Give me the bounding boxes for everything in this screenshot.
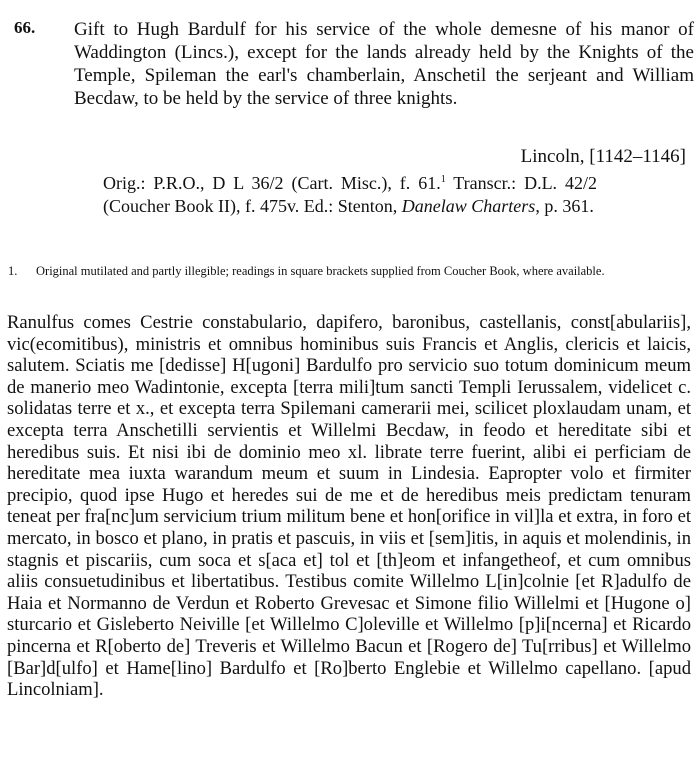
entry-summary: Gift to Hugh Bardulf for his service of the whole demesne of his manor of Waddington (Lincs.), except for the lands already held by the Knights of the Temple, Spileman the earl's chamberlain, Anschetil the serjeant and William Becdaw, to be held by the service of three knights.	[74, 19, 694, 109]
footnote-reference: 1	[440, 174, 446, 185]
entry-number: 66.	[14, 18, 36, 37]
footnote-number: 1.	[8, 264, 18, 278]
footnote-text: Original mutilated and partly illegible; readings in square brackets supplied from Coucher Book, where available.	[36, 264, 605, 278]
source-page: , p. 361.	[535, 196, 594, 216]
charter-text: Ranulfus comes Cestrie constabulario, dapifero, baronibus, castellanis, const[abulariis], vic(ecomitibus), ministris et omnibus hominibus suis Francis et Anglis, clericis et laicis, salutem. Sciatis me [dedisse] H[ugoni] Bardulfo pro servicio suo totum dominicum meum de manerio meo Wadintonie, excepta [terra mili]tum sancti Templi Ierussalem, videlicet c. solidatas terre et x., et excepta terra Spilemani camerarii mei, scilicet ploxlaudam unam, et excepta terra Anschetilli servientis et Willelmi Becdaw, in feodo et hereditate sibi et heredibus suis. Et nisi ibi de dominio meo xl. librate terre fuerint, alibi ei perficiam de hereditate mea iuxta warandum meum et suum in Lindesia. Eapropter volo et firmiter precipio, quod ipse Hugo et heredes sui de me et de heredibus meis predictam tenuram teneat per fra[nc]um servicium trium militum bene et hon[orifice in vil]la et extra, in foro et mercato, in bosco et plano, in pratis et pascuis, in viis et [sem]itis, in aquis et molendinis, in stagnis et piscariis, cum soca et s[aca et] tol et [th]eom et infangetheof, et cum omnibus aliis consuetudinibus et libertatibus. Testibus comite Willelmo L[in]colnie [et R]adulfo de Haia et Normanno de Verdun et Roberto Grevesac et Simone filio Willelmi et [Hugone o] sturcario et Gisleberto Neiville [et Willelmo C]oleville et Willelmo [p]i[ncerna] et Ricardo pincerna et R[oberto de] Treveris et Willelmo Bacun et [Rogero de] Tu[rribus] et Willelmo [Bar]d[ulfo] et Hame[lino] Bardulfo et [Ro]berto Englebie et Willelmo capellano. [apud Lincolniam].	[7, 312, 691, 701]
edition-title: Danelaw Charters	[401, 196, 536, 216]
source-references	[103, 172, 597, 218]
place-date: Lincoln, [1142–1146]	[520, 146, 686, 167]
source-transcription: Transcr.: D.L. 42/2 (Coucher Book II), f. 475v. Ed.: Stenton,	[103, 173, 597, 216]
source-original: Orig.: P.R.O., D L 36/2 (Cart. Misc.), f. 61.	[103, 173, 441, 193]
